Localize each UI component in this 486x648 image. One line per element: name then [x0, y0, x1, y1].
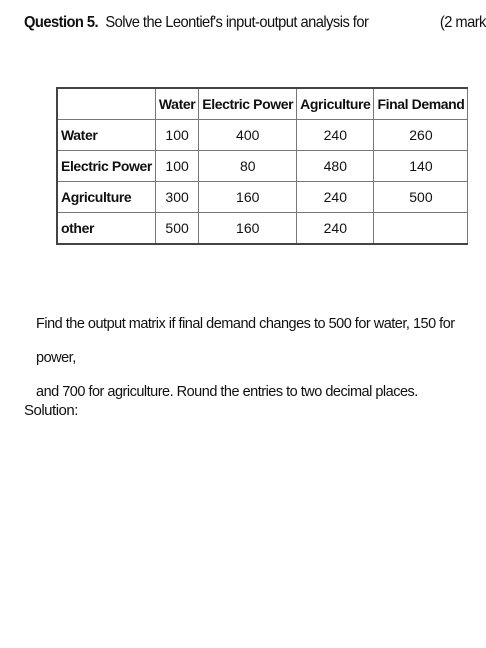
- table-row: [57, 182, 468, 213]
- header-cell-final-demand: Final Demand: [374, 88, 468, 120]
- table-cell: 240: [297, 120, 374, 151]
- table-cell: 160: [199, 182, 297, 213]
- row-label: Electric Power: [57, 151, 155, 182]
- table-row: [57, 151, 468, 182]
- question-number: Question 5.: [24, 14, 99, 31]
- header-cell-empty: [57, 88, 155, 120]
- table-cell: 500: [374, 182, 468, 213]
- solution-label: Solution:: [24, 402, 78, 419]
- instruction-line: Find the output matrix if final demand changes to 500 for water, 150 for power,: [36, 316, 455, 366]
- table-cell: 400: [199, 120, 297, 151]
- header-cell-electric-power: Electric Power: [199, 88, 297, 120]
- header-cell-agriculture: Agriculture: [297, 88, 374, 120]
- table-cell: 500: [155, 213, 198, 245]
- question-heading: [24, 14, 486, 36]
- table-cell: 160: [199, 213, 297, 245]
- table-cell: 80: [199, 151, 297, 182]
- table-cell: 100: [155, 151, 198, 182]
- instruction-text: [36, 307, 472, 409]
- table-cell: 260: [374, 120, 468, 151]
- input-output-table: [56, 87, 468, 245]
- table-header-row: [57, 88, 468, 120]
- question-text: Solve the Leontief's input-output analysis for: [105, 14, 369, 31]
- row-label: Agriculture: [57, 182, 155, 213]
- table-row: [57, 213, 468, 245]
- question-marks: (2 mark: [439, 14, 486, 31]
- table-cell: 300: [155, 182, 198, 213]
- table-cell: [374, 213, 468, 245]
- table-cell: 240: [297, 213, 374, 245]
- table-cell: 100: [155, 120, 198, 151]
- instruction-line: and 700 for agriculture. Round the entries to two decimal places.: [36, 384, 418, 400]
- table-cell: 480: [297, 151, 374, 182]
- row-label: Water: [57, 120, 155, 151]
- row-label: other: [57, 213, 155, 245]
- table-cell: 140: [374, 151, 468, 182]
- table-row: [57, 120, 468, 151]
- table-cell: 240: [297, 182, 374, 213]
- header-cell-water: Water: [155, 88, 198, 120]
